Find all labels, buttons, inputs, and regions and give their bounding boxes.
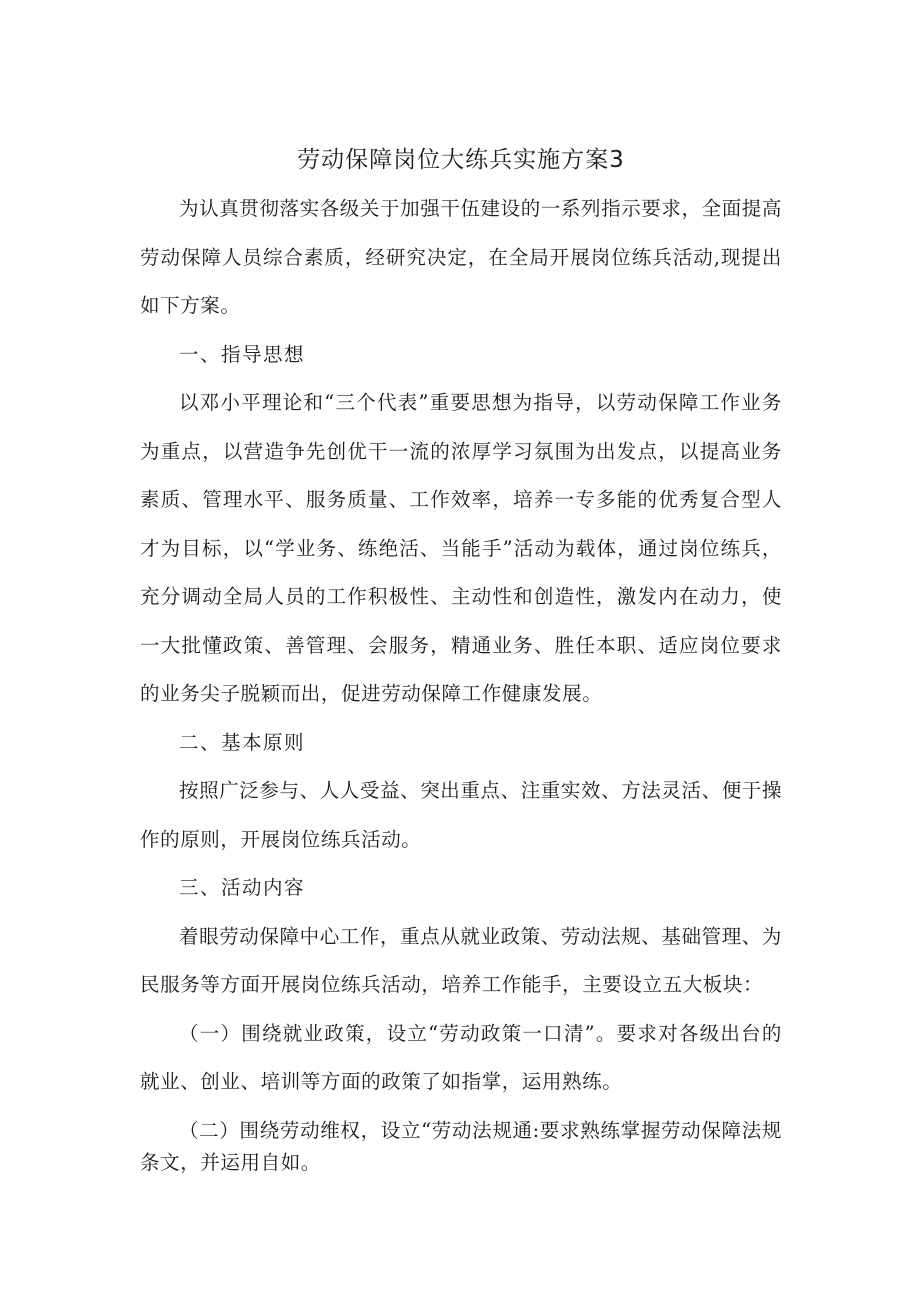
- section-body-activity-content: 着眼劳动保障中心工作，重点从就业政策、劳动法规、基础管理、为民服务等方面开展岗位练兵活动，培养工作能手，主要设立五大板块：: [140, 924, 783, 996]
- section-heading-basic-principles: 二、基本原则: [179, 730, 306, 754]
- section-heading-activity-content: 三、活动内容: [179, 876, 306, 899]
- list-item-labor-law: （二）围绕劳动维权，设立“劳动法规通:要求熟练掌握劳动保障法规条文，并运用自如。: [140, 1118, 782, 1174]
- section-body-guiding-ideology: 以邓小平理论和“三个代表”重要思想为指导，以劳动保障工作业务为重点，以营造争先创优干一流的浓厚学习氛围为出发点，以提高业务素质、管理水平、服务质量、工作效率，培养一专多能的优秀复合型人才为目标，以“学业务、练绝活、当能手”活动为载体，通过岗位练兵，充分调动全局人员的工作积极性、主动性和创造性，激发内在动力，使一大批懂政策、善管理、会服务，精通业务、胜任本职、适应岗位要求的业务尖子脱颖而出，促进劳动保障工作健康发展。: [140, 391, 782, 705]
- document-body: [140, 135, 782, 1179]
- list-item-employment-policy: （一）围绕就业政策，设立“劳动政策一口清”。要求对各级出台的就业、创业、培训等方面的政策了如指掌，运用熟练。: [140, 1021, 782, 1093]
- section-heading-guiding-ideology: 一、指导思想: [179, 342, 306, 366]
- section-body-basic-principles: 按照广泛参与、人人受益、突出重点、注重实效、方法灵活、便于操作的原则，开展岗位练兵活动。: [140, 779, 783, 851]
- intro-paragraph: 为认真贯彻落实各级关于加强干伍建设的一系列指示要求，全面提高劳动保障人员综合素质，经研究决定，在全局开展岗位练兵活动,现提出如下方案。: [140, 197, 783, 317]
- document-title: 劳动保障岗位大练兵实施方案3: [297, 147, 625, 173]
